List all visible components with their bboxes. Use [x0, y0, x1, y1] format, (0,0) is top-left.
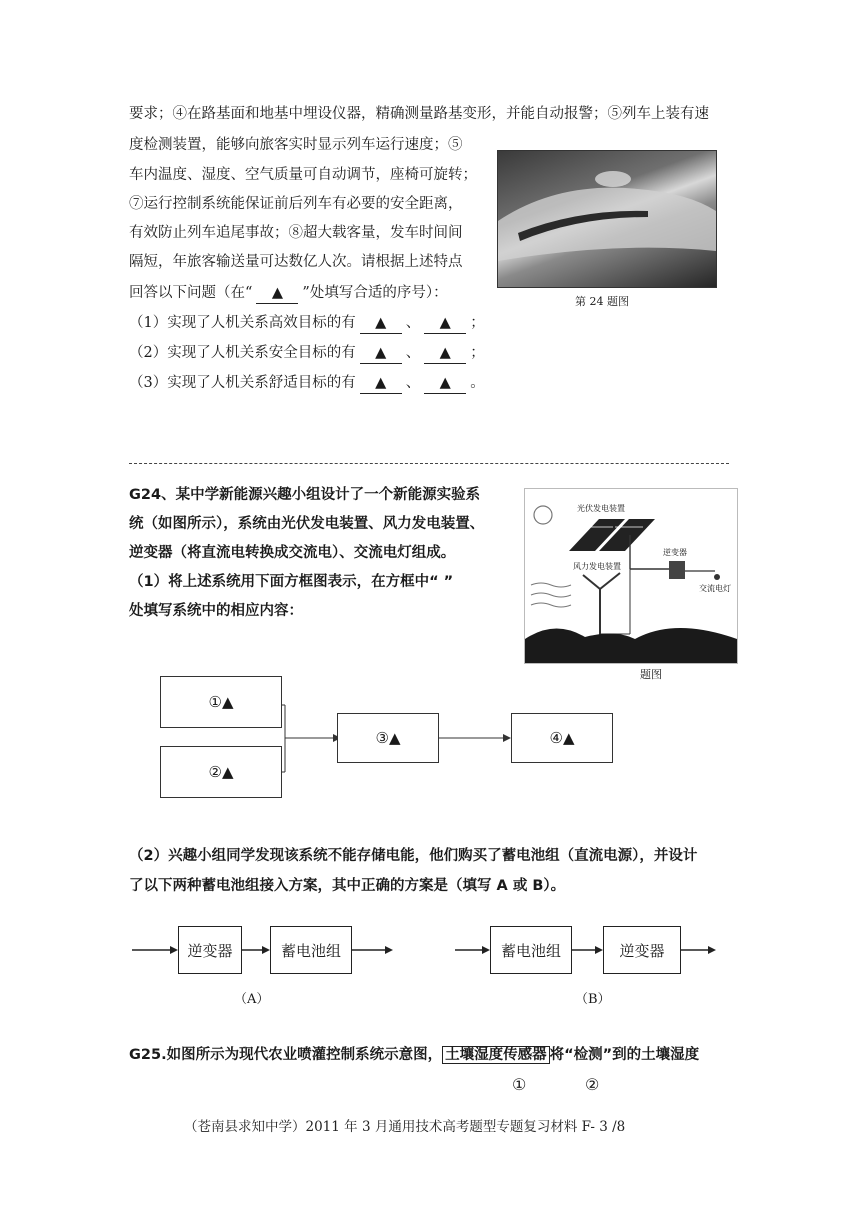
q23-item-3 — [129, 373, 485, 394]
wind-label: 风力发电装置 — [573, 562, 621, 571]
q24-sub1-line2: 处填写系统中的相应内容： — [129, 603, 303, 619]
figure-caption: 题图 — [640, 668, 662, 681]
train-photo — [497, 150, 717, 288]
q25-line — [129, 1045, 699, 1065]
q23-line7-prefix: 回答以下问题（在“ — [129, 285, 253, 301]
inverter-label: 逆变器 — [663, 548, 687, 557]
solar-label: 光伏发电装置 — [577, 504, 625, 513]
answer-mark: ▲ — [256, 283, 298, 304]
q25-mark-1: ① — [512, 1075, 527, 1094]
energy-system-drawing — [525, 489, 737, 663]
section-divider — [129, 463, 729, 464]
item-text: （3）实现了人机关系舒适目标的有 — [129, 375, 356, 391]
q24-sub2-line2: 了以下两种蓄电池组接入方案，其中正确的方案是（填写 A 或 B）。 — [129, 878, 566, 894]
answer-blank[interactable]: ▲ — [360, 343, 402, 364]
scheme-a-inverter-box: 逆变器 — [178, 926, 242, 974]
q24-sub2-line1: （2）兴趣小组同学发现该系统不能存储电能，他们购买了蓄电池组（直流电源），并设计 — [129, 848, 698, 864]
q24-title-line2: 统（如图所示），系统由光伏发电装置、风力发电装置、 — [129, 516, 485, 532]
q24-title-line3: 逆变器（将直流电转换成交流电）、交流电灯组成。 — [129, 545, 456, 561]
scheme-b-battery-box: 蓄电池组 — [490, 926, 572, 974]
q23-line7-suffix: ”处填写合适的序号）： — [302, 285, 448, 301]
q25-framed-term: 土壤湿度传感器 — [442, 1046, 550, 1064]
page-footer: （苍南县求知中学）2011 年 3 月通用技术高考题型专题复习材料 F- 3 /8 — [184, 1119, 626, 1135]
separator: 、 — [405, 315, 421, 331]
q24-title-line1: G24、某中学新能源兴趣小组设计了一个新能源实验系 — [129, 487, 481, 503]
item-text: （1）实现了人机关系高效目标的有 — [129, 315, 356, 331]
item-end: ； — [470, 345, 485, 361]
block-box-1[interactable]: ①▲ — [160, 676, 282, 728]
q23-item-2 — [129, 343, 485, 364]
item-text: （2）实现了人机关系安全目标的有 — [129, 345, 356, 361]
answer-blank[interactable]: ▲ — [360, 313, 402, 334]
q23-line7 — [129, 283, 448, 304]
q23-line5: 有效防止列车追尾事故；⑧超大载客量，发车时间间 — [129, 225, 463, 241]
answer-blank[interactable]: ▲ — [424, 313, 466, 334]
q25-mark-2: ② — [585, 1075, 600, 1094]
block-box-4[interactable]: ④▲ — [511, 713, 613, 763]
scheme-a-battery-box: 蓄电池组 — [270, 926, 352, 974]
answer-blank[interactable]: ▲ — [424, 343, 466, 364]
separator: 、 — [405, 375, 421, 391]
block-box-2[interactable]: ②▲ — [160, 746, 282, 798]
photo-caption: 第 24 题图 — [575, 295, 629, 308]
q24-sub1-line1: （1）将上述系统用下面方框图表示，在方框中“ ” — [129, 574, 454, 590]
q23-line1: 要求；④在路基面和地基中埋设仪器，精确测量路基变形，并能自动报警；⑤列车上装有速 — [129, 106, 709, 122]
item-end: ； — [470, 315, 485, 331]
scheme-a-label[interactable]: （A） — [234, 992, 270, 1007]
energy-system-figure — [524, 488, 738, 664]
q23-line4: ⑦运行控制系统能保证前后列车有必要的安全距离， — [129, 196, 463, 212]
item-end: 。 — [470, 375, 485, 391]
q23-item-1 — [129, 313, 485, 334]
q23-line2: 度检测装置，能够向旅客实时显示列车运行速度；⑤ — [129, 137, 463, 153]
train-illustration — [498, 151, 716, 287]
answer-blank[interactable]: ▲ — [360, 373, 402, 394]
separator: 、 — [405, 345, 421, 361]
lamp-label: 交流电灯 — [699, 584, 731, 593]
q25-suffix: 将“检测”到的土壤湿度 — [549, 1047, 700, 1063]
q23-line3: 车内温度、湿度、空气质量可自动调节，座椅可旋转； — [129, 167, 477, 183]
block-box-3[interactable]: ③▲ — [337, 713, 439, 763]
answer-blank[interactable]: ▲ — [424, 373, 466, 394]
scheme-b-label[interactable]: （B） — [575, 992, 611, 1007]
q23-line6: 隔短，年旅客输送量可达数亿人次。请根据上述特点 — [129, 254, 463, 270]
q25-prefix: G25.如图所示为现代农业喷灌控制系统示意图， — [129, 1047, 443, 1063]
scheme-b-inverter-box: 逆变器 — [603, 926, 681, 974]
